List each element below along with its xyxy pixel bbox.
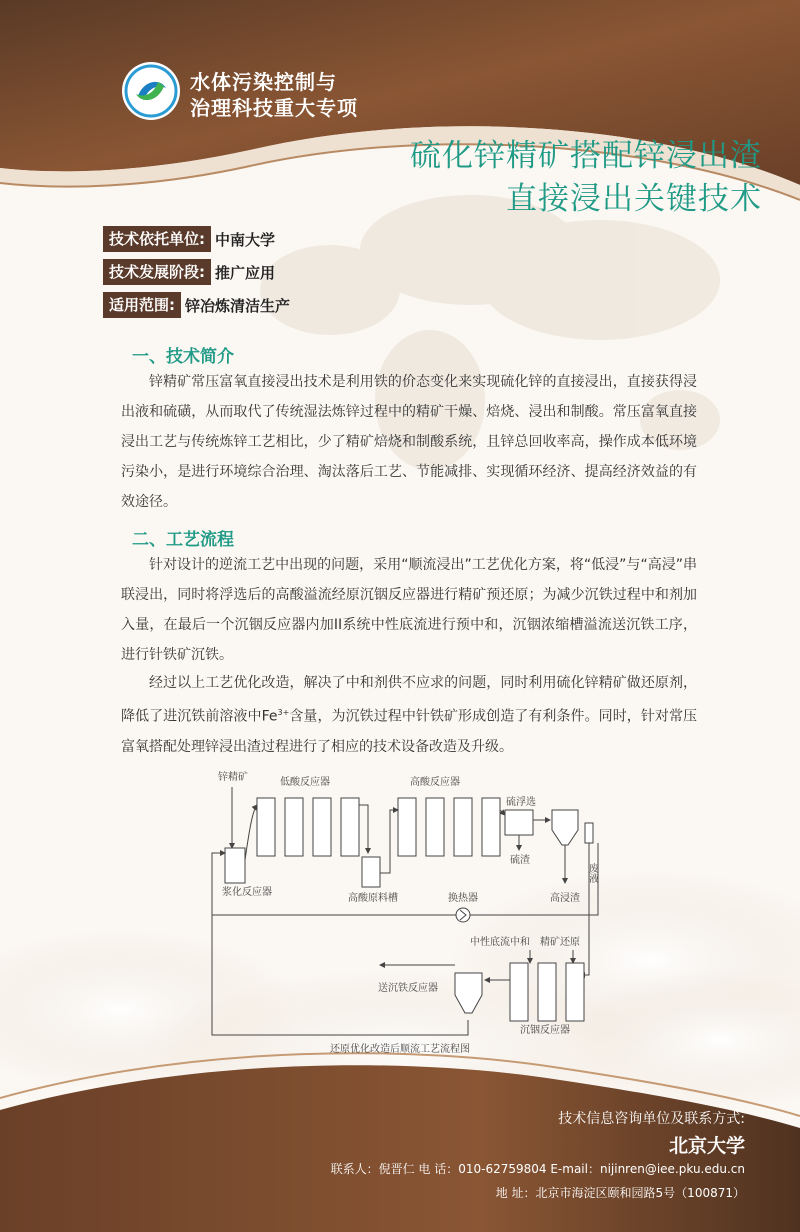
process-flow-diagram <box>200 765 630 1055</box>
label-high-acid-reactor: 高酸反应器 <box>410 777 460 788</box>
water-project-logo-icon <box>120 60 182 122</box>
section2-paragraph2 <box>121 668 697 762</box>
section1-heading: 一、技术简介 <box>132 347 234 367</box>
section2-heading: 二、工艺流程 <box>132 530 234 550</box>
org-name-line1: 水体污染控制与 <box>190 70 337 94</box>
label-heat-exchanger: 换热器 <box>448 893 478 904</box>
label-sulfur-residue: 硫渣 <box>510 855 530 866</box>
label-zinc-concentrate: 锌精矿 <box>218 772 248 783</box>
contact-heading: 技术信息咨询单位及联系方式: <box>558 1111 745 1127</box>
label-high-acid-tank: 高酸原料槽 <box>348 893 398 904</box>
label-concentrate-reduction: 精矿还原 <box>540 937 580 948</box>
section2-paragraph1: 针对设计的逆流工艺中出现的问题，采用“顺流浸出”工艺优化方案，将“低浸”与“高浸”串联浸出，同时将浮选后的高酸溢流经原沉铟反应器进行精矿预还原；为减少沉铁过程中和剂加入量，在最后一个沉铟反应器内加II系统中性底流进行预中和，沉铟浓缩槽溢流送沉铁工序，进行针铁矿沉铁。 <box>121 557 697 663</box>
label-waste-liquid: 废液 <box>586 863 598 883</box>
contact-person-line: 联系人：倪晋仁 电 话：010-62759804 E-mail：nijinren@iee.pku.edu.cn <box>330 1162 745 1176</box>
label-indium-reactor: 沉铟反应器 <box>520 1025 570 1036</box>
diagram-caption: 还原优化改造后顺流工艺流程图 <box>330 1044 470 1055</box>
org-name-line2: 治理科技重大专项 <box>190 96 358 120</box>
info-row-organization <box>103 226 275 252</box>
label-high-leach-residue: 高浸渣 <box>550 893 580 904</box>
label-slurry-reactor: 浆化反应器 <box>222 887 272 898</box>
info-row-stage <box>103 259 275 285</box>
info-label: 适用范围: <box>103 292 181 318</box>
para2-text-b: 含量，为沉铁过程中针铁矿形成创造了有利条件。同时，针对常压富氧搭配处理锌浸出渣过程进行了相应的技术设备改造及升级。 <box>121 708 698 755</box>
info-label: 技术依托单位: <box>103 226 211 252</box>
title-line1: 硫化锌精矿搭配锌浸出渣 <box>410 138 762 174</box>
label-neutral-underflow: 中性底流中和 <box>470 937 530 948</box>
para2-text-a: 经过以上工艺优化改造，解决了中和剂供不应求的问题，同时利用硫化锌精矿做还原剂，降低了进沉铁前溶液中 <box>121 675 697 725</box>
info-row-scope <box>103 292 290 318</box>
para2-fe-sup: 3+ <box>277 708 290 717</box>
info-label: 技术发展阶段: <box>103 259 211 285</box>
label-to-iron-reactor: 送沉铁反应器 <box>378 983 438 994</box>
info-value: 锌冶炼清洁生产 <box>185 296 291 315</box>
contact-org: 北京大学 <box>668 1135 745 1157</box>
info-value: 推广应用 <box>215 263 276 282</box>
section1-paragraph: 锌精矿常压富氧直接浸出技术是利用铁的价态变化来实现硫化锌的直接浸出，直接获得浸出液和硫磺，从而取代了传统湿法炼锌过程中的精矿干燥、焙烧、浸出和制酸。常压富氧直接浸出工艺与传统炼锌工艺相比，少了精矿焙烧和制酸系统，且锌总回收率高，操作成本低环境污染小，是进行环境综合治理、淘汰落后工艺、节能减排、实现循环经济、提高经济效益的有效途径。 <box>121 374 697 510</box>
label-low-acid-reactor: 低酸反应器 <box>280 777 330 788</box>
title-line2: 直接浸出关键技术 <box>506 181 762 217</box>
info-value: 中南大学 <box>215 230 276 249</box>
label-flotation: 硫浮选 <box>506 797 536 808</box>
contact-address-line: 地 址：北京市海淀区颐和园路5号（100871） <box>495 1186 745 1200</box>
para2-fe: Fe <box>261 708 278 725</box>
